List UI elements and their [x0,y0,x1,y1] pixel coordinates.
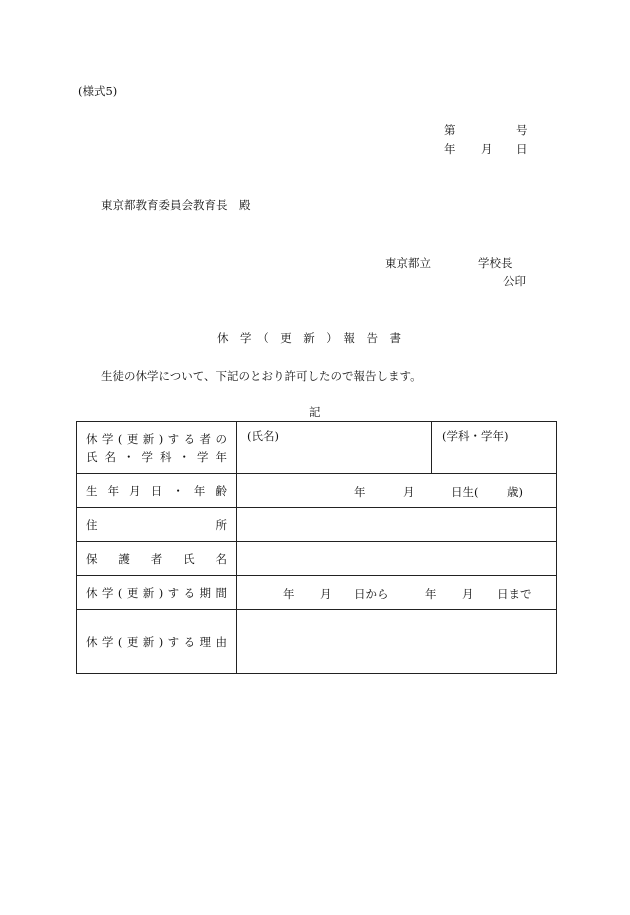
period-end-year: 年 [425,586,437,601]
sender-prefix: 東京都立 [385,256,431,270]
student-dept-cell[interactable] [432,422,557,474]
student-dept-label: (学科・学年) [442,429,509,443]
student-name-label: (氏名) [247,429,279,443]
row-student [77,422,557,474]
row-address [77,508,557,542]
period-start-month: 月 [320,586,332,601]
period-cell[interactable] [237,576,557,610]
addressee: 東京都教育委員会教育長 殿 [101,198,251,212]
sender-title: 学校長 [478,256,513,270]
reason-cell[interactable] [237,610,557,674]
period-end-day: 日まで [497,586,532,601]
guardian-cell[interactable] [237,542,557,576]
birthdate-cell[interactable] [237,474,557,508]
doc-number-go: 号 [516,123,528,137]
form-number: (様式5) [78,84,118,98]
label-address: 住所 [86,517,227,532]
row-birthdate [77,474,557,508]
period-start-day: 日から [354,586,389,601]
date-day: 日 [516,142,528,156]
student-name-cell[interactable] [237,422,432,474]
document-title: 休 学 （ 更 新 ） 報 告 書 [217,331,401,345]
label-student-cell [77,422,237,474]
body-text: 生徒の休学について、下記のとおり許可したので報告します。 [101,369,422,383]
birth-day: 日生( [451,484,479,499]
label-period: 休学(更新)する期間 [86,585,227,600]
official-seal: 公印 [503,274,526,288]
label-student-line1: 休学(更新)する者の [86,431,227,446]
row-reason [77,610,557,674]
age: 歳) [507,484,523,499]
birth-year: 年 [354,484,366,499]
label-reason: 休学(更新)する理由 [86,634,227,649]
doc-number-dai: 第 [444,123,456,137]
label-birthdate: 生年月日・年齢 [86,483,227,498]
row-period [77,576,557,610]
birth-month: 月 [403,484,415,499]
row-guardian [77,542,557,576]
date-month: 月 [481,142,493,156]
label-student-line2: 氏名・学科・学年 [86,449,227,464]
address-cell[interactable] [237,508,557,542]
period-start-year: 年 [283,586,295,601]
ki-heading: 記 [309,405,321,419]
date-year: 年 [444,142,456,156]
period-end-month: 月 [462,586,474,601]
label-guardian: 保護者氏名 [86,551,227,566]
report-form-table [76,421,557,674]
